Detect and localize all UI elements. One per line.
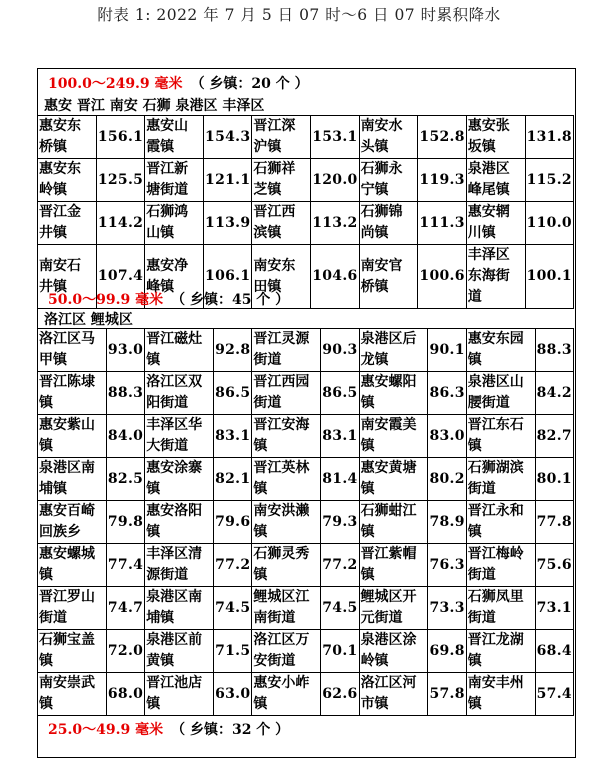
page-title: 附表 1: 2022 年 7 月 5 日 07 时～6 日 07 时累积降水 <box>97 6 501 24</box>
table-row <box>38 202 574 245</box>
town-name-cell: 晋江深沪镇 <box>252 116 311 159</box>
town-name-cell: 惠安张坂镇 <box>466 116 525 159</box>
town-name-cell: 石狮灵秀镇 <box>252 544 321 587</box>
town-name-cell: 晋江梅岭街道 <box>466 544 535 587</box>
town-name-cell: 晋江罗山街道 <box>38 587 107 630</box>
town-name-cell: 晋江陈埭镇 <box>38 372 107 415</box>
town-name-cell: 惠安涂寨镇 <box>145 458 214 501</box>
town-name-cell: 南安丰州镇 <box>466 673 535 716</box>
rainfall-value-cell: 110.0 <box>525 202 573 245</box>
town-name-cell: 惠安辋川镇 <box>466 202 525 245</box>
town-name-cell: 晋江龙湖镇 <box>466 630 535 673</box>
rainfall-value-cell: 68.0 <box>106 673 144 716</box>
rainfall-value-cell: 81.4 <box>321 458 359 501</box>
rainfall-value-cell: 62.6 <box>321 673 359 716</box>
rainfall-value-cell: 107.4 <box>96 245 144 309</box>
town-name-cell: 惠安东园镇 <box>466 329 535 372</box>
town-name-cell: 泉港区南埔镇 <box>38 458 107 501</box>
rainfall-value-cell: 106.1 <box>204 245 252 309</box>
section-1-count: （ 乡镇：20 个 ） <box>190 76 309 92</box>
rainfall-value-cell: 156.1 <box>96 116 144 159</box>
town-name-cell: 惠安洛阳镇 <box>145 501 214 544</box>
rainfall-value-cell: 100.6 <box>418 245 466 309</box>
rainfall-value-cell: 84.0 <box>106 415 144 458</box>
rainfall-value-cell: 119.3 <box>418 159 466 202</box>
town-name-cell: 泉港区后龙镇 <box>359 329 428 372</box>
town-name-cell: 洛江区双阳街道 <box>145 372 214 415</box>
rainfall-value-cell: 113.9 <box>204 202 252 245</box>
town-name-cell: 惠安东岭镇 <box>38 159 97 202</box>
rainfall-value-cell: 80.2 <box>428 458 466 501</box>
rainfall-value-cell: 77.4 <box>106 544 144 587</box>
rainfall-value-cell: 153.1 <box>311 116 359 159</box>
rainfall-value-cell: 84.2 <box>535 372 573 415</box>
rainfall-value-cell: 152.8 <box>418 116 466 159</box>
rainfall-value-cell: 83.1 <box>214 415 252 458</box>
town-name-cell: 石狮蚶江镇 <box>359 501 428 544</box>
town-name-cell: 南安水头镇 <box>359 116 418 159</box>
town-name-cell: 惠安东桥镇 <box>38 116 97 159</box>
rainfall-value-cell: 100.1 <box>525 245 573 309</box>
town-name-cell: 晋江永和镇 <box>466 501 535 544</box>
section-2-table <box>37 328 574 716</box>
table-row <box>38 587 574 630</box>
table-row <box>38 372 574 415</box>
town-name-cell: 丰泽区华大街道 <box>145 415 214 458</box>
town-name-cell: 石狮鸿山镇 <box>145 202 204 245</box>
rainfall-value-cell: 88.3 <box>106 372 144 415</box>
rainfall-value-cell: 80.1 <box>535 458 573 501</box>
town-name-cell: 惠安净峰镇 <box>145 245 204 309</box>
town-name-cell: 晋江池店镇 <box>145 673 214 716</box>
town-name-cell: 惠安螺城镇 <box>38 544 107 587</box>
rainfall-value-cell: 73.3 <box>428 587 466 630</box>
town-name-cell: 南安东田镇 <box>252 245 311 309</box>
town-name-cell: 惠安紫山镇 <box>38 415 107 458</box>
rainfall-value-cell: 74.5 <box>321 587 359 630</box>
section-1-header <box>48 73 309 93</box>
rainfall-value-cell: 115.2 <box>525 159 573 202</box>
rainfall-value-cell: 86.5 <box>321 372 359 415</box>
section-1-range: 100.0～249.9 毫米 <box>48 76 183 92</box>
town-name-cell: 南安洪濑镇 <box>252 501 321 544</box>
section-3-range: 25.0～49.9 毫米 <box>48 722 164 738</box>
town-name-cell: 晋江紫帽镇 <box>359 544 428 587</box>
town-name-cell: 石狮锦尚镇 <box>359 202 418 245</box>
rainfall-value-cell: 93.0 <box>106 329 144 372</box>
rainfall-value-cell: 68.4 <box>535 630 573 673</box>
town-name-cell: 石狮湖滨街道 <box>466 458 535 501</box>
town-name-cell: 晋江东石镇 <box>466 415 535 458</box>
rainfall-value-cell: 111.3 <box>418 202 466 245</box>
section-2-header <box>48 289 289 309</box>
rainfall-value-cell: 76.3 <box>428 544 466 587</box>
table-row <box>38 415 574 458</box>
rainfall-table-frame <box>37 68 576 758</box>
town-name-cell: 泉港区南埔镇 <box>145 587 214 630</box>
rainfall-value-cell: 92.8 <box>214 329 252 372</box>
rainfall-value-cell: 74.5 <box>214 587 252 630</box>
rainfall-value-cell: 73.1 <box>535 587 573 630</box>
section-1-areas: 惠安 晋江 南安 石狮 泉港区 丰泽区 <box>44 98 265 114</box>
town-name-cell: 泉港区峰尾镇 <box>466 159 525 202</box>
table-row <box>38 458 574 501</box>
town-name-cell: 泉港区前黄镇 <box>145 630 214 673</box>
rainfall-value-cell: 70.1 <box>321 630 359 673</box>
rainfall-value-cell: 75.6 <box>535 544 573 587</box>
town-name-cell: 晋江磁灶镇 <box>145 329 214 372</box>
rainfall-value-cell: 154.3 <box>204 116 252 159</box>
rainfall-value-cell: 86.5 <box>214 372 252 415</box>
rainfall-value-cell: 121.1 <box>204 159 252 202</box>
rainfall-value-cell: 79.3 <box>321 501 359 544</box>
town-name-cell: 石狮宝盖镇 <box>38 630 107 673</box>
rainfall-value-cell: 131.8 <box>525 116 573 159</box>
section-2-count: （ 乡镇：45 个 ） <box>171 292 290 308</box>
town-name-cell: 洛江区万安街道 <box>252 630 321 673</box>
rainfall-value-cell: 57.8 <box>428 673 466 716</box>
rainfall-value-cell: 83.1 <box>321 415 359 458</box>
section-1-table <box>37 115 574 309</box>
town-name-cell: 晋江新塘街道 <box>145 159 204 202</box>
town-name-cell: 惠安山霞镇 <box>145 116 204 159</box>
town-name-cell: 惠安百崎回族乡 <box>38 501 107 544</box>
rainfall-value-cell: 79.8 <box>106 501 144 544</box>
rainfall-value-cell: 104.6 <box>311 245 359 309</box>
rainfall-value-cell: 90.3 <box>321 329 359 372</box>
section-2-areas: 洛江区 鲤城区 <box>44 312 133 328</box>
rainfall-value-cell: 86.3 <box>428 372 466 415</box>
rainfall-value-cell: 77.2 <box>214 544 252 587</box>
town-name-cell: 泉港区山腰街道 <box>466 372 535 415</box>
rainfall-value-cell: 82.5 <box>106 458 144 501</box>
town-name-cell: 南安官桥镇 <box>359 245 418 309</box>
town-name-cell: 晋江安海镇 <box>252 415 321 458</box>
town-name-cell: 南安霞美镇 <box>359 415 428 458</box>
rainfall-value-cell: 71.5 <box>214 630 252 673</box>
rainfall-value-cell: 88.3 <box>535 329 573 372</box>
town-name-cell: 晋江金井镇 <box>38 202 97 245</box>
table-row <box>38 159 574 202</box>
rainfall-value-cell: 72.0 <box>106 630 144 673</box>
rainfall-value-cell: 78.9 <box>428 501 466 544</box>
rainfall-value-cell: 63.0 <box>214 673 252 716</box>
town-name-cell: 洛江区河市镇 <box>359 673 428 716</box>
section-2-range: 50.0～99.9 毫米 <box>48 292 164 308</box>
town-name-cell: 鲤城区江南街道 <box>252 587 321 630</box>
rainfall-value-cell: 74.7 <box>106 587 144 630</box>
table-row <box>38 673 574 716</box>
rainfall-value-cell: 79.6 <box>214 501 252 544</box>
town-name-cell: 晋江灵源街道 <box>252 329 321 372</box>
table-row <box>38 329 574 372</box>
town-name-cell: 泉港区涂岭镇 <box>359 630 428 673</box>
rainfall-value-cell: 114.2 <box>96 202 144 245</box>
rainfall-value-cell: 57.4 <box>535 673 573 716</box>
table-row <box>38 501 574 544</box>
town-name-cell: 鲤城区开元街道 <box>359 587 428 630</box>
town-name-cell: 南安石井镇 <box>38 245 97 309</box>
section-3-count: （ 乡镇：32 个 ） <box>171 722 290 738</box>
rainfall-value-cell: 125.5 <box>96 159 144 202</box>
rainfall-value-cell: 82.7 <box>535 415 573 458</box>
rainfall-value-cell: 90.1 <box>428 329 466 372</box>
town-name-cell: 惠安螺阳镇 <box>359 372 428 415</box>
rainfall-value-cell: 83.0 <box>428 415 466 458</box>
rainfall-value-cell: 69.8 <box>428 630 466 673</box>
town-name-cell: 惠安小岞镇 <box>252 673 321 716</box>
town-name-cell: 丰泽区清源街道 <box>145 544 214 587</box>
rainfall-value-cell: 77.8 <box>535 501 573 544</box>
town-name-cell: 晋江英林镇 <box>252 458 321 501</box>
town-name-cell: 晋江西园街道 <box>252 372 321 415</box>
town-name-cell: 晋江西滨镇 <box>252 202 311 245</box>
town-name-cell: 丰泽区东海街道 <box>466 245 525 309</box>
rainfall-value-cell: 120.0 <box>311 159 359 202</box>
town-name-cell: 惠安黄塘镇 <box>359 458 428 501</box>
town-name-cell: 石狮永宁镇 <box>359 159 418 202</box>
section-3-header <box>48 719 289 739</box>
table-row <box>38 116 574 159</box>
town-name-cell: 石狮凤里街道 <box>466 587 535 630</box>
rainfall-value-cell: 77.2 <box>321 544 359 587</box>
town-name-cell: 南安崇武镇 <box>38 673 107 716</box>
table-row <box>38 544 574 587</box>
table-row <box>38 630 574 673</box>
rainfall-value-cell: 82.1 <box>214 458 252 501</box>
rainfall-value-cell: 113.2 <box>311 202 359 245</box>
town-name-cell: 石狮祥芝镇 <box>252 159 311 202</box>
town-name-cell: 洛江区马甲镇 <box>38 329 107 372</box>
